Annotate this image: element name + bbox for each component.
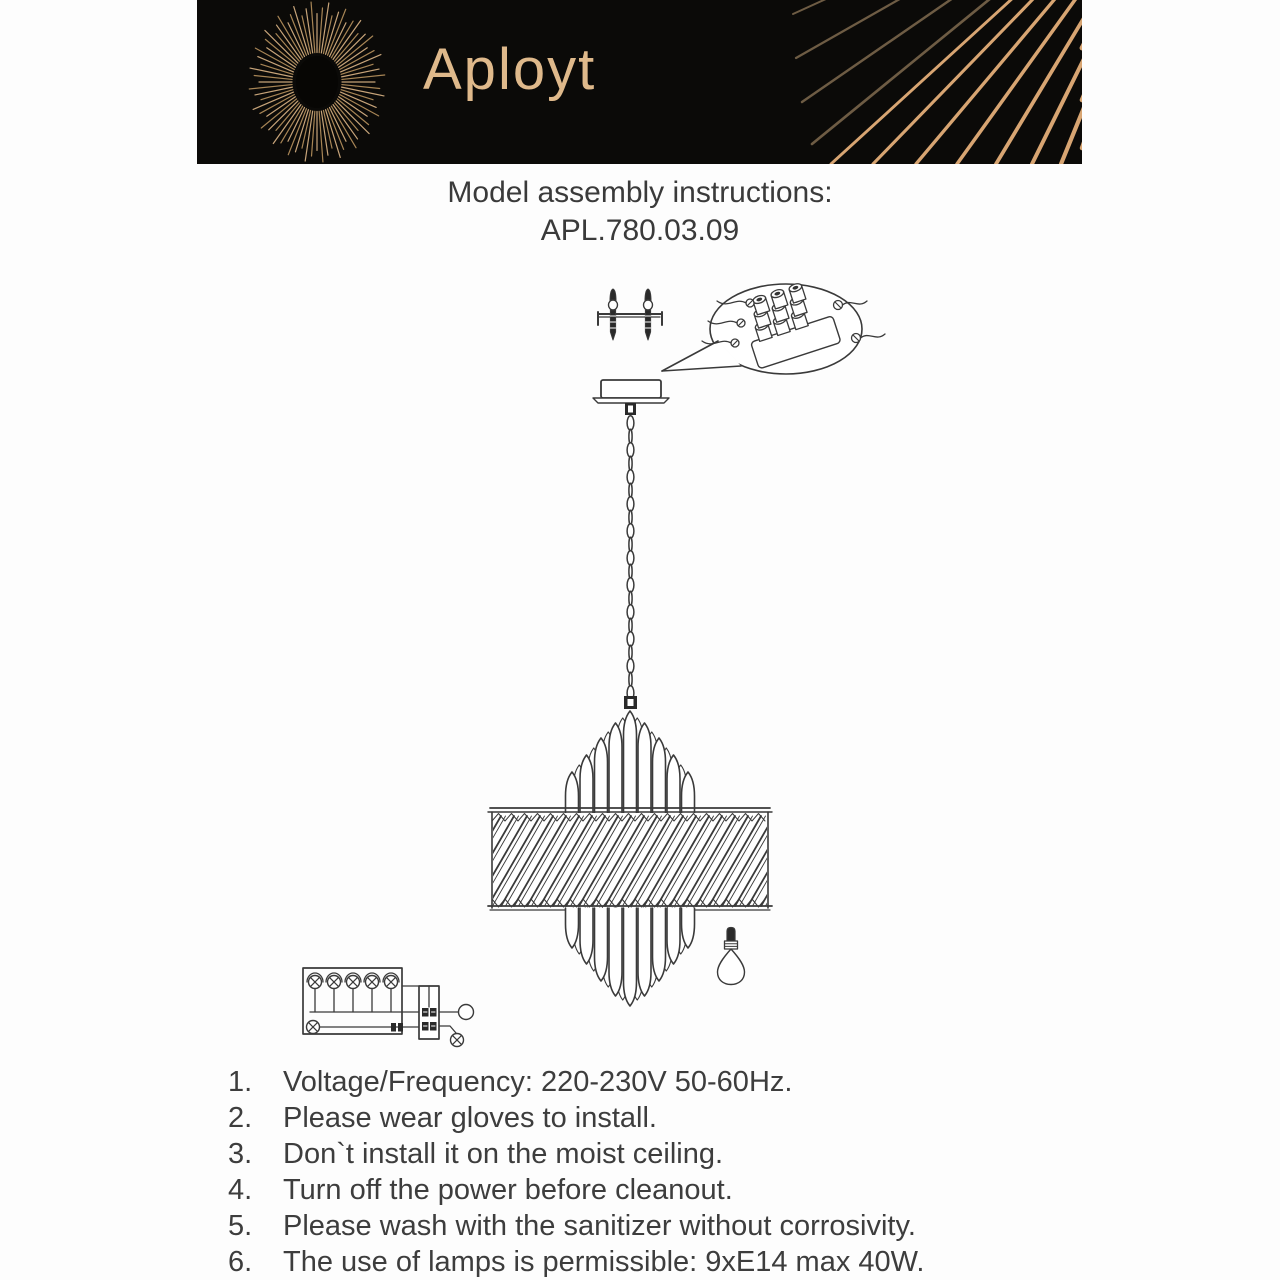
instruction-item: 5. Please wash with the sanitizer without corrosivity. [228,1209,916,1242]
canopy-illustration [593,380,669,415]
instruction-item: 2. Please wear gloves to install. [228,1101,657,1134]
instructions-list [0,1064,1280,1280]
instruction-item: 1. Voltage/Frequency: 220-230V 50-60Hz. [228,1065,793,1098]
sheet-title: Model assembly instructions: [447,176,833,209]
wiring-diagram-illustration [303,968,474,1047]
model-number: APL.780.03.09 [540,214,740,247]
brand-name: Aployt [423,37,597,102]
bottom-crystals-illustration [566,908,695,1006]
top-crystals-illustration [566,711,695,813]
chain-illustration [624,416,637,709]
mounting-screws-illustration [598,289,662,340]
instruction-item: 3. Don`t install it on the moist ceiling. [228,1137,724,1170]
terminal-block-callout [662,276,885,374]
instruction-item: 4. Turn off the power before cleanout. [228,1173,733,1206]
instruction-item: 6. The use of lamps is permissible: 9xE14 max 40W. [228,1245,925,1278]
candle-bulb-icon [718,928,745,985]
drum-illustration [436,808,844,910]
